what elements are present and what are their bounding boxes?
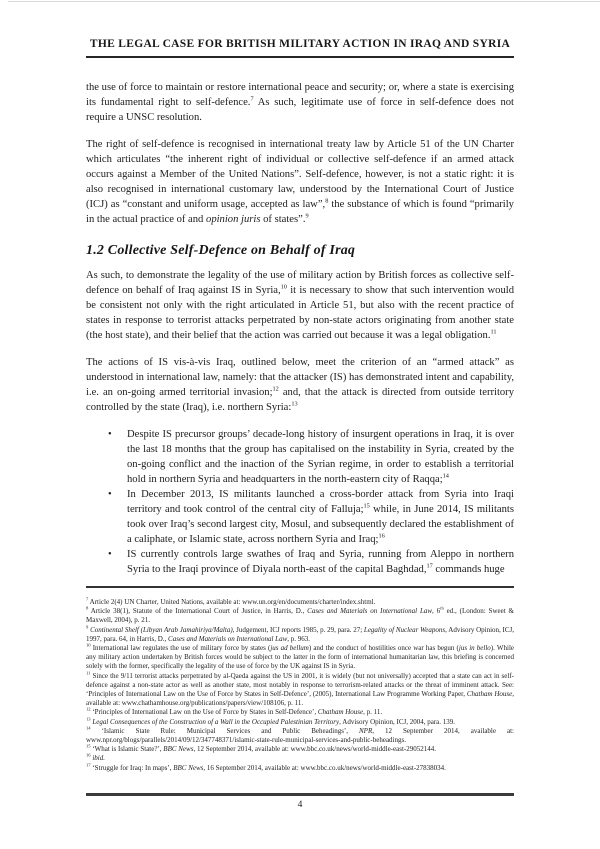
footnote-8: [86, 607, 514, 625]
footnote-text: Legal Consequences of the Construction of a Wall in the Occupied Palestinian Territory, Advisory Opinion, ICJ, 2004, para. 139.: [92, 717, 456, 726]
page-number: 4: [297, 800, 303, 810]
bullet-item-raqqa: • Despite IS precursor groups’ decade-long history of insurgent operations in Iraq, it is over the last 18 months that the group has capitalised on the instability in Syria, created by the on-going conflict and the inaction of the Syrian regime, in order to establish a territorial hold in northern Syria and headquarters in the north-eastern city of Raqqa;$^{14}$: [127, 427, 514, 487]
footer-rule: [86, 793, 514, 796]
page-title: THE LEGAL CASE FOR BRITISH MILITARY ACTION IN IRAQ AND SYRIA: [89, 38, 511, 50]
footnote-15: [86, 745, 514, 754]
footnote-marker: 12: [86, 707, 91, 713]
paragraph-collective-self-defence: As such, to demonstrate the legality of the use of military action by British forces as collective self-defence on behalf of Iraq against IS in Syria,$^{10}$ it is necessary to show that such intervention would be consistent not only with the right articulated in Article 51, but also with the recent practice of states in response to terrorist attacks perpetrated by non-state actors originating from another state (the host state), and their belief that the action was carried out because it was a legal obligation.$^{11}$: [86, 270, 514, 341]
section-heading-1-2: 1.2 Collective Self-Defence on Behalf of Iraq: [86, 243, 356, 258]
footnote-text: Since the 9/11 terrorist attacks perpetrated by al-Qaeda against the US in 2001, it is widely (but not universally) accepted that a state can act in self-defence against a non-state actor as well as another state, most notably in response to terrorism-related attacks or the threat of imminent attack. See: ‘Principles of International Law on the Use of Force by States in Self-Defence’, (2005), International Law Programme Working Paper, Chatham House, available at: www.chathamhouse.org/publications/papers/view/108106, p. 11.: [86, 671, 515, 708]
footnote-text: ‘What is Islamic State?’, BBC News, 12 September 2014, available at: www.bbc.co.uk/news/world-middle-east-29052144.: [90, 745, 436, 754]
footnote-text: International law regulates the use of military force by states (jus ad bellum) and the conduct of hostilities once war has begun (jus in bello). While any military action undertaken by British forces would be subject to the latter in the form of international humanitarian law, this briefing is concerned solely with the former, specifically the legality of the use of force by the UK against IS in Syria.: [86, 644, 514, 671]
paragraph-armed-attack-criterion: The actions of IS vis-à-vis Iraq, outlined below, meet the criterion of an “armed attack” as understood in international law, namely: that the attacker (IS) has demonstrated intent and capability, i.e. an on-going armed territorial invasion;$^{12}$ and, that the attack is directed from outside territory controlled by the state (Iraq), i.e. northern Syria:$^{13}$: [86, 357, 515, 413]
footnote-marker: 11: [86, 670, 91, 676]
page-body: [86, 80, 514, 577]
bullet-item-falluja-mosul: • In December 2013, IS militants launched a cross-border attack from Syria into Iraqi territory and took control of the central city of Falluja;$^{15}$ while, in June 2014, IS militants took over Iraq’s second largest city, Mosul, and subsequently declared the establishment of a caliphate, or Islamic state, across northern Syria and Iraq;$^{16}$: [127, 487, 514, 547]
footnote-marker: 17: [86, 762, 91, 768]
page-header: [86, 38, 514, 58]
footnote-10: [86, 644, 514, 672]
footnote-marker: 9: [86, 624, 89, 630]
footnote-text: ibid.: [92, 754, 105, 763]
footnote-12: [86, 708, 514, 717]
bullet-item-territory-control: • IS currently controls large swathes of Iraq and Syria, running from Aleppo in northern Syria to the Iraqi province of Diyala north-east of the capital Baghdad,$^{17}$ commands huge: [127, 547, 514, 577]
footnote-separator-rule: [86, 586, 514, 588]
footnote-marker: 14: [86, 725, 91, 731]
footnote-13: [86, 718, 514, 727]
footnote-text: ‘Principles of International Law on the Use of Force by States in Self-Defence’, Chatham House, p. 11.: [90, 708, 383, 717]
footnote-marker: 15: [86, 743, 91, 749]
paragraph-article-51: The right of self-defence is recognised in international treaty law by Article 51 of the UN Charter which articulates “the inherent right of individual or collective self-defence if an armed attack occurs against a Member of the United Nations”. Self-defence, however, is not a static right: it is also recognised in international customary law, understood by the International Court of Justice (ICJ) as “constant and uniform usage, accepted as law”,$^8$ the substance of which is found “primarily in the actual practice of and opinion juris of states”.$^9$: [86, 139, 514, 225]
footnote-9: [86, 626, 514, 644]
footnote-text: ‘Struggle for Iraq: In maps’, BBC News, 16 September 2014, available at: www.bbc.co.uk/news/world-middle-east-27838034.: [90, 763, 446, 772]
paragraph-unsc-resolution: the use of force to maintain or restore international peace and security; or, where a state is exercising its fundamental right to self-defence.$^7$ As such, legitimate use of force in self-defence does not require a UNSC resolution.: [86, 82, 514, 123]
bullet-list: [86, 427, 514, 577]
footnote-11: [86, 672, 514, 709]
footnote-marker: 16: [86, 753, 91, 759]
footnote-text: ‘Islamic State Rule: Municipal Services and Public Beheadings’, NPR, 12 September 2014, available at: www.npr.org/blogs/parallels/2014/09/12/347748371/islamic-state-rule-municipal-services-and-public-beheadings.: [86, 726, 514, 745]
footnote-17: [86, 764, 514, 773]
footnote-14: [86, 727, 514, 745]
footnotes-block: [86, 598, 514, 773]
title-underline-rule: [86, 56, 514, 58]
footnote-16: [86, 754, 514, 763]
footnote-marker: 10: [86, 642, 91, 648]
footnote-7: [86, 598, 514, 607]
footnote-text: Continental Shelf (Libyan Arab Jamahiriya/Malta), Judgement, ICJ reports 1985, p. 29, para. 27; Legality of Nuclear Weapons, Advisory Opinion, ICJ, 1997, para. 64, in Harris, D., Cases and Materials on International Law, p. 963.: [86, 625, 514, 643]
footnote-text: Article 38(1), Statute of the International Court of Justice, in Harris, D., Cases and Materials on International Law, 6th ed., (London: Sweet & Maxwell, 2004), p. 21.: [86, 605, 514, 625]
footnote-marker: 13: [86, 716, 91, 722]
footnote-marker: 7: [86, 596, 89, 602]
footnote-text: Article 2(4) UN Charter, United Nations, available at: www.un.org/en/documents/charter/index.shtml.: [88, 598, 376, 606]
footnote-marker: 8: [86, 605, 89, 611]
